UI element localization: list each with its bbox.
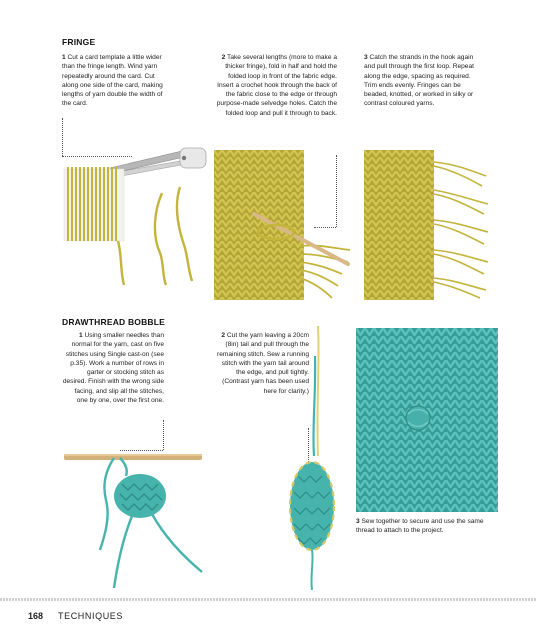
bobble-step-2-text: Cut the yarn leaving a 20cm (8in) tail and pull through the remaining stitch. Sew a running stitch with the yarn tail around the edge, and pull tightly. (Contrast yarn has been used here for clarity.) bbox=[217, 332, 309, 395]
fringe-card-scissors-image bbox=[62, 145, 212, 300]
wound-yarn bbox=[68, 167, 116, 241]
bobble-step-3-number: 3 bbox=[356, 518, 360, 525]
bobble-step-3 bbox=[356, 517, 486, 536]
fringe-step-2 bbox=[212, 53, 337, 118]
bobble-step-1-text: Using smaller needles than normal for the yarn, cast on five stitches using Single cast-on (see p.35). Work a number of rows in garter or stocking stitch as desired. Finish with the wrong side facing, and slip all the stitches, one by one, over the first one. bbox=[62, 332, 164, 405]
oval-swatch bbox=[290, 462, 334, 550]
fringe-step-2-text: Take several lengths (more to make a thicker fringe), fold in half and hold the folded loop in front of the fabric edge. Insert a crochet hook through the back of the fabric close to the edge or through purpose-made selvedge holes. Catch the folded loop and pull it through to back. bbox=[216, 54, 337, 117]
bobble-step-1 bbox=[62, 331, 164, 405]
teal-yarn-bottom bbox=[311, 550, 312, 590]
bobble-heading: DRAWTHREAD BOBBLE bbox=[62, 317, 166, 327]
bobble-step-1-number: 1 bbox=[78, 332, 83, 339]
finished-fringe-strands bbox=[434, 162, 488, 298]
teal-swatch bbox=[114, 474, 166, 518]
bobble-running-stitch-image bbox=[272, 326, 352, 590]
section-name: TECHNIQUES bbox=[58, 611, 124, 621]
bobble-step-2-number: 2 bbox=[221, 332, 226, 339]
knitting-needle bbox=[64, 454, 202, 460]
fringe-step-1-number: 1 bbox=[62, 54, 66, 61]
page-number: 168 bbox=[28, 611, 44, 621]
fringe-finished-image bbox=[364, 150, 492, 300]
fringe-step-3-number: 3 bbox=[364, 54, 368, 61]
mustard-swatch bbox=[214, 150, 304, 300]
mustard-swatch-finished bbox=[364, 150, 434, 300]
scissors-icon bbox=[110, 148, 206, 177]
finished-bobble bbox=[406, 406, 430, 430]
fringe-heading: FRINGE bbox=[62, 37, 96, 47]
cut-yarn-lengths bbox=[118, 187, 192, 285]
fringe-crochet-hook-image bbox=[214, 150, 352, 300]
fringe-step-3-text: Catch the strands in the hook again and pull through the first loop. Repeat along the edge, spacing as required. Trim ends evenly. Fringes can be beaded, knotted, or worked in silky or contrast coloured yarns. bbox=[364, 54, 474, 108]
bobble-step-3-text: Sew together to secure and use the same thread to attach to the project. bbox=[356, 518, 484, 535]
footer-rule bbox=[0, 598, 536, 601]
fringe-step-3 bbox=[364, 53, 476, 109]
contrast-yarn-top bbox=[317, 326, 318, 456]
fringe-step-1 bbox=[62, 53, 172, 109]
fringe-step-2-number: 2 bbox=[221, 54, 226, 61]
teal-yarn-top bbox=[313, 356, 315, 456]
fringe-step-1-text: Cut a card template a little wider than the fringe length. Wind yarn repeatedly around the card. Cut along one side of the card, making lengths of yarn double the width of the card. bbox=[62, 54, 163, 108]
bobble-cast-on-image bbox=[62, 440, 207, 590]
bobble-finished-image bbox=[356, 328, 498, 512]
